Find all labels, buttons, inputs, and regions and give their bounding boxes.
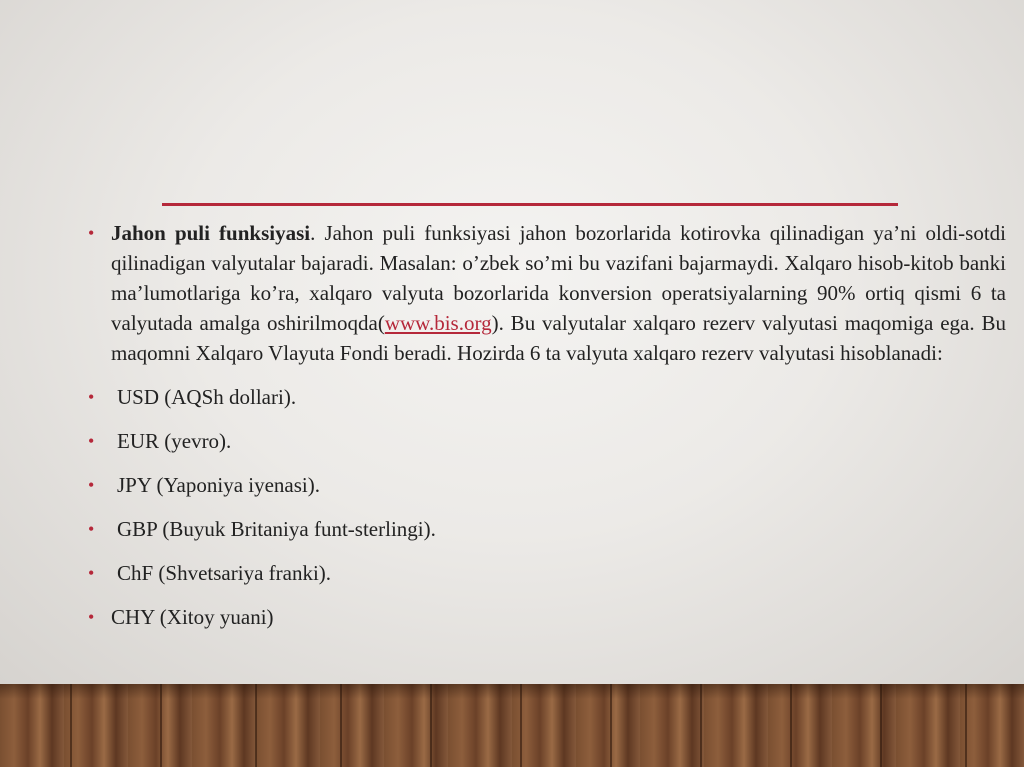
intro-text: . Jahon puli funksiyasi jahon bozorlarida kotirovka qilinadigan ya’ni oldi-sotdi qilinadigan valyutalar bajaradi. Masalan: o’zbek so’mi bu vazifani bajarmaydi. Xalqaro hisob-kitob banki ma’lumotlariga ko’ra, xalqaro valyuta bozorlarida konversion operatsiyalarning 90% ortiq qismi 6 ta valyutada amalga oshirilmoqda( (111, 221, 1006, 335)
currency-usd: USD (AQSh dollari). (117, 385, 297, 409)
bullet-icon: • (88, 475, 95, 495)
slide-body (88, 218, 1006, 646)
intro-text-end: ). Bu valyutalar xalqaro rezerv valyutasi maqomiga ega. Bu maqomni Xalqaro Vlayuta Fondi beradi. Hozirda 6 ta valyuta xalqaro rezerv valyutasi hisoblanadi: (111, 311, 1006, 365)
list-item (88, 426, 1006, 456)
bullet-icon: • (88, 607, 95, 627)
list-item (88, 514, 1006, 544)
bullet-icon: • (88, 519, 95, 539)
currency-chf: ChF (Shvetsariya franki). (117, 561, 332, 585)
list-item (88, 382, 1006, 412)
currency-eur: EUR (yevro). (117, 429, 232, 453)
currency-jpy: JPY (Yaponiya iyenasi). (117, 473, 320, 497)
bullet-icon: • (88, 223, 95, 243)
currency-chy: CHY (Xitoy yuani) (111, 605, 274, 629)
intro-paragraph (88, 218, 1006, 368)
list-item (88, 558, 1006, 588)
bullet-icon: • (88, 431, 95, 451)
list-item (88, 470, 1006, 500)
currency-gbp: GBP (Buyuk Britaniya funt-sterlingi). (117, 517, 436, 541)
wood-floor-decoration (0, 684, 1024, 767)
bis-link[interactable]: www.bis.org (384, 311, 492, 335)
bullet-icon: • (88, 387, 95, 407)
title-divider-line (162, 203, 898, 206)
intro-lead: Jahon puli funksiyasi (111, 221, 311, 245)
list-item (88, 602, 1006, 632)
bullet-icon: • (88, 563, 95, 583)
